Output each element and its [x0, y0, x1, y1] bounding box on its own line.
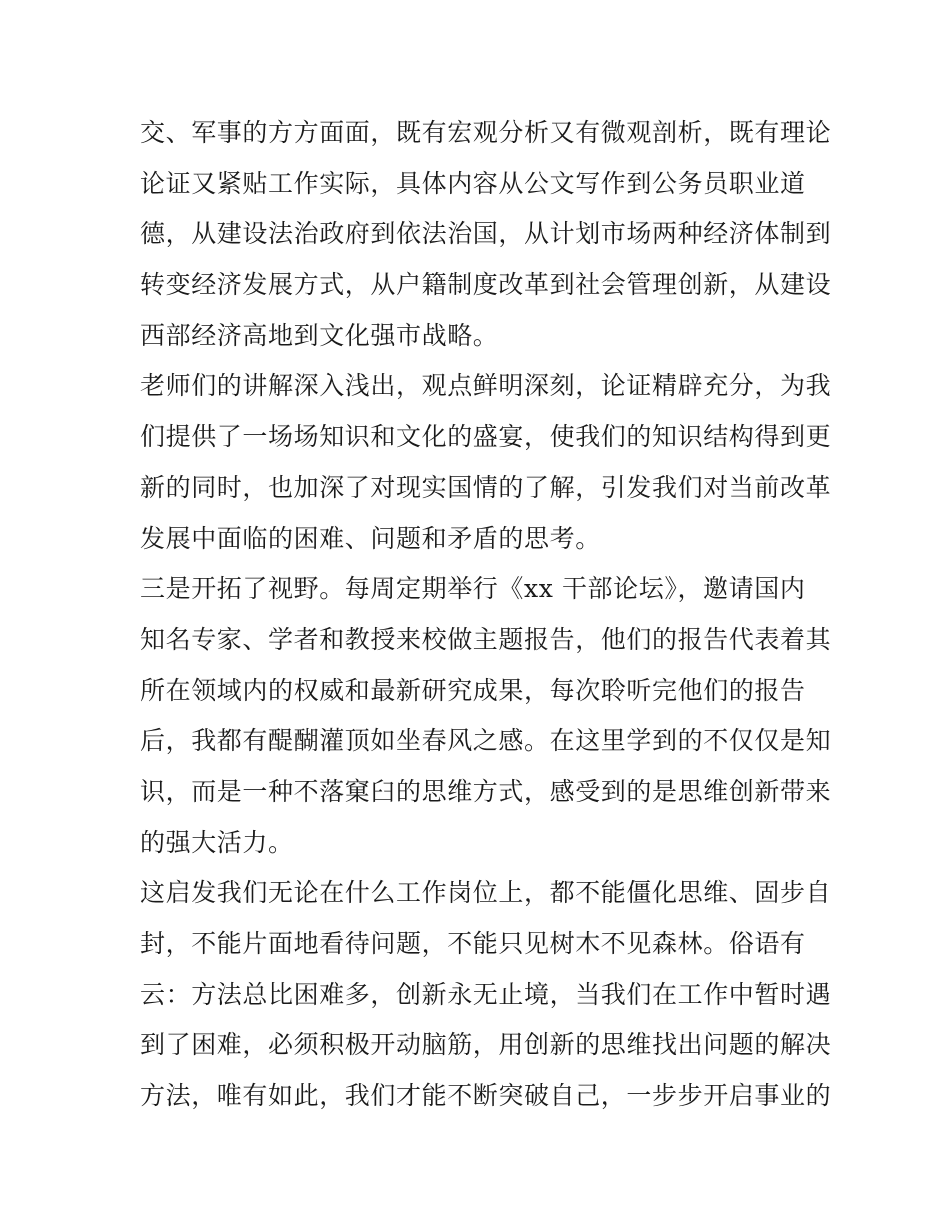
- text-line: 新的同时，也加深了对现实国情的了解，引发我们对当前改革: [140, 472, 832, 502]
- text-line: 后，我都有醍醐灌顶如坐春风之感。在这里学到的不仅仅是知: [140, 726, 832, 756]
- text-line: 转变经济发展方式，从户籍制度改革到社会管理创新，从建设: [140, 270, 832, 300]
- text-line: 三是开拓了视野。每周定期举行《xx 干部论坛》，邀请国内: [140, 574, 806, 604]
- text-line: 封，不能片面地看待问题，不能只见树木不见森林。俗语有: [140, 929, 806, 958]
- text-line: 的强大活力。: [140, 827, 294, 857]
- text-line: 到了困难，必须积极开动脑筋，用创新的思维找出问题的解决: [140, 1030, 832, 1060]
- text-line: 们提供了一场场知识和文化的盛宴，使我们的知识结构得到更: [140, 422, 832, 452]
- text-line: 论证又紧贴工作实际，具体内容从公文写作到公务员职业道: [140, 168, 806, 198]
- text-line: 老师们的讲解深入浅出，观点鲜明深刻，论证精辟充分，为我: [140, 371, 832, 401]
- text-line: 所在领域内的权威和最新研究成果，每次聆听完他们的报告: [140, 675, 806, 705]
- text-line: 这启发我们无论在什么工作岗位上，都不能僵化思维、固步自: [140, 878, 832, 908]
- document-body: [140, 108, 832, 1122]
- text-line: 交、军事的方方面面，既有宏观分析又有微观剖析，既有理论: [140, 118, 832, 147]
- text-line: 云：方法总比困难多，创新永无止境，当我们在工作中暂时遇: [140, 979, 832, 1009]
- text-line: 方法，唯有如此，我们才能不断突破自己，一步步开启事业的: [140, 1081, 832, 1111]
- text-line: 德，从建设法治政府到依法治国，从计划市场两种经济体制到: [140, 219, 832, 249]
- text-line: 西部经济高地到文化强市战略。: [140, 320, 499, 350]
- text-line: 识，而是一种不落窠臼的思维方式，感受到的是思维创新带来: [140, 776, 832, 806]
- text-line: 知名专家、学者和教授来校做主题报告，他们的报告代表着其: [140, 624, 832, 654]
- text-line: 发展中面临的困难、问题和矛盾的思考。: [140, 523, 601, 553]
